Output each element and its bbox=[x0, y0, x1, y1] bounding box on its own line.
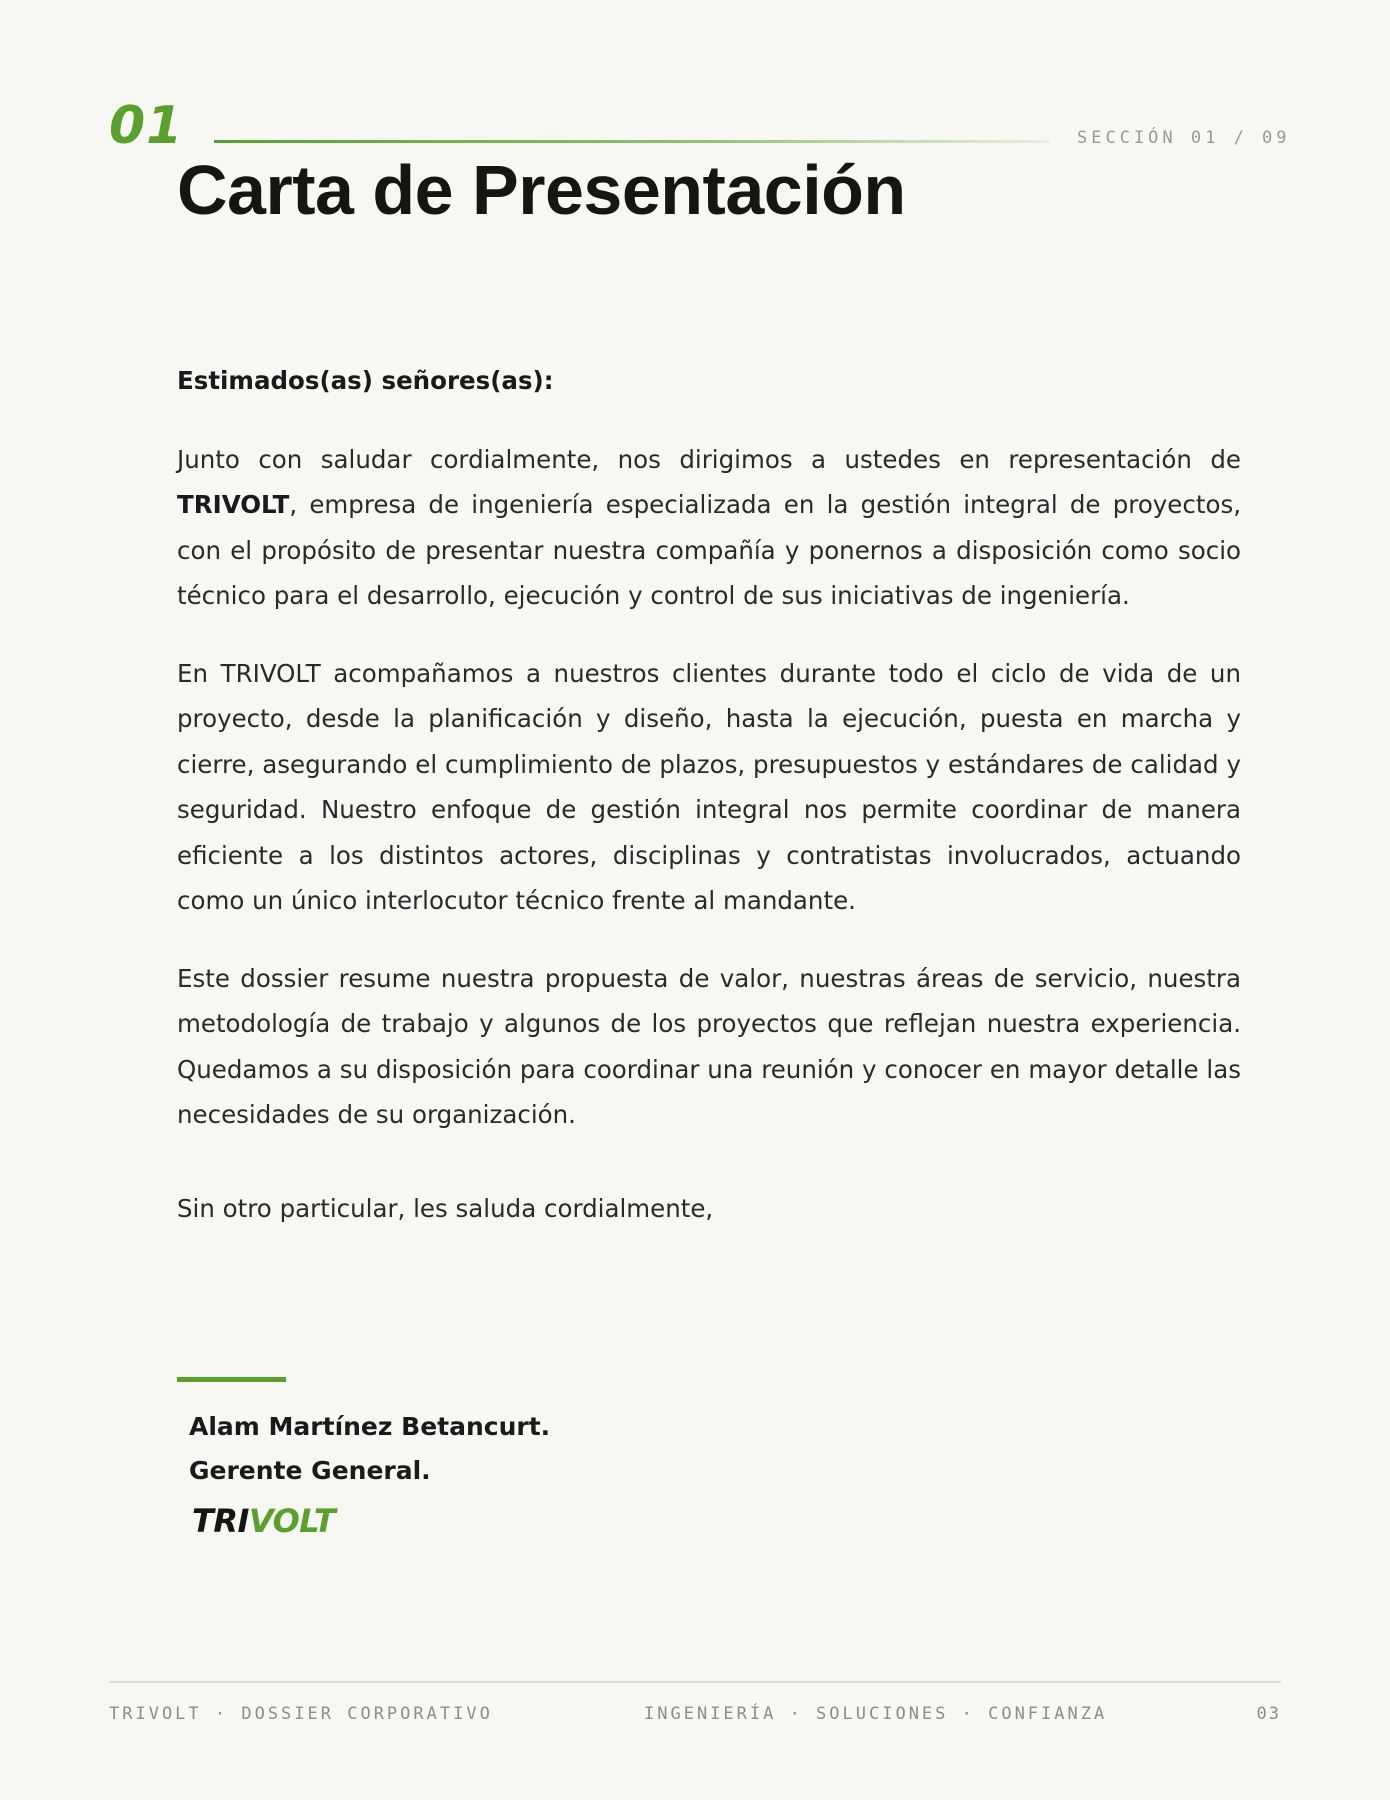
letter-paragraph-2: En TRIVOLT acompañamos a nuestros clientes durante todo el ciclo de vida de un proyecto, desde la planificación y diseño, hasta la ejecución, puesta en marcha y cierre, asegurando el cumplimiento de plazos, presupuestos y estándares de calidad y seguridad. Nuestro enfoque de gestión integral nos permite coordinar de manera eficiente a los distintos actores, disciplinas y contratistas involucrados, actuando como un único interlocutor técnico frente al mandante. bbox=[177, 658, 1241, 915]
footer-divider bbox=[109, 1681, 1281, 1683]
footer-page-number: 03 bbox=[1256, 1704, 1281, 1724]
company-logo bbox=[192, 1502, 335, 1540]
section-number: 01 bbox=[109, 96, 184, 156]
signatory-role: Gerente General. bbox=[189, 1456, 431, 1485]
footer-tagline: INGENIERÍA · SOLUCIONES · CONFIANZA bbox=[644, 1704, 1108, 1724]
paragraph-1-rest: , empresa de ingeniería especializada en la gestión integral de proyectos, con el propósito de presentar nuestra compañía y ponernos a disposición como socio técnico para el desarrollo, ejecución y control de sus iniciativas de ingeniería. bbox=[177, 490, 1241, 610]
section-divider bbox=[214, 140, 1050, 143]
letter-greeting: Estimados(as) señores(as): bbox=[177, 366, 554, 395]
page-title: Carta de Presentación bbox=[177, 151, 906, 229]
brand-name-inline: TRIVOLT bbox=[177, 490, 290, 519]
footer-company: TRIVOLT · DOSSIER CORPORATIVO bbox=[109, 1704, 493, 1724]
signature-accent-bar bbox=[177, 1377, 286, 1382]
letter-body bbox=[177, 358, 1241, 1231]
letter-paragraph-1 bbox=[177, 437, 1241, 619]
signatory-name: Alam Martínez Betancurt. bbox=[189, 1412, 551, 1441]
letter-closing: Sin otro particular, les saluda cordialmente, bbox=[177, 1193, 714, 1223]
logo-text-volt: VOLT bbox=[248, 1502, 336, 1540]
paragraph-1-intro: Junto con saludar cordialmente, nos dirigimos a ustedes en representación de bbox=[177, 444, 1241, 474]
logo-text-tri: TRI bbox=[192, 1502, 249, 1540]
section-indicator: SECCIÓN 01 / 09 bbox=[1077, 128, 1291, 148]
letter-paragraph-3: Este dossier resume nuestra propuesta de valor, nuestras áreas de servicio, nuestra metodología de trabajo y algunos de los proyectos que reflejan nuestra experiencia. Quedamos a su disposición para coordinar una reunión y conocer en mayor detalle las necesidades de su organización. bbox=[177, 963, 1241, 1129]
